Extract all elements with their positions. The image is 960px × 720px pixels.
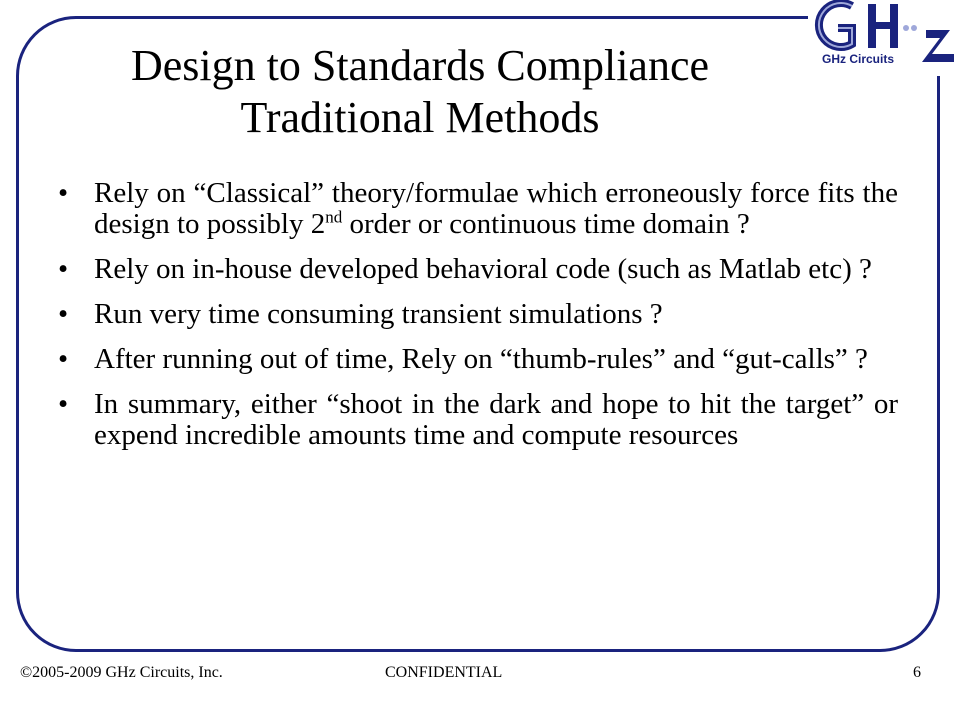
bullet-item xyxy=(58,389,898,451)
bullet-text-5: In summary, either “shoot in the dark and hope to hit the target” or expend incredible amounts time and compute resources xyxy=(94,388,898,451)
bullet-text-3: Run very time consuming transient simulations ? xyxy=(94,298,663,330)
bullet-text-1b: order or continuous time domain ? xyxy=(342,208,750,240)
title-line-1: Design to Standards Compliance xyxy=(130,41,709,90)
bullet-text-4: After running out of time, Rely on “thumb-rules” and “gut-calls” ? xyxy=(94,343,868,375)
bullet-glyph: • xyxy=(58,298,69,330)
logo-text: GHz Circuits xyxy=(822,52,895,66)
slide-title xyxy=(40,40,800,144)
bullet-item xyxy=(58,178,898,240)
footer-confidential: CONFIDENTIAL xyxy=(385,664,503,681)
bullet-glyph: • xyxy=(58,388,69,420)
bullet-item xyxy=(58,254,898,285)
bullet-glyph: • xyxy=(58,343,69,375)
bullet-text-1a: Rely on “Classical” theory/formulae which erroneously force fits the design to possibly 2 xyxy=(94,177,898,240)
title-line-2: Traditional Methods xyxy=(240,93,600,142)
page-number: 6 xyxy=(913,664,921,681)
bullet-glyph: • xyxy=(58,253,69,285)
bullet-item xyxy=(58,299,898,330)
bullet-list xyxy=(58,178,898,465)
bullet-glyph: • xyxy=(58,177,69,209)
bullet-superscript: nd xyxy=(325,207,343,227)
bullet-text-2: Rely on in-house developed behavioral code (such as Matlab etc) ? xyxy=(94,253,872,285)
company-logo xyxy=(808,0,956,76)
footer-copyright: ©2005-2009 GHz Circuits, Inc. xyxy=(20,664,223,681)
bullet-item xyxy=(58,344,898,375)
